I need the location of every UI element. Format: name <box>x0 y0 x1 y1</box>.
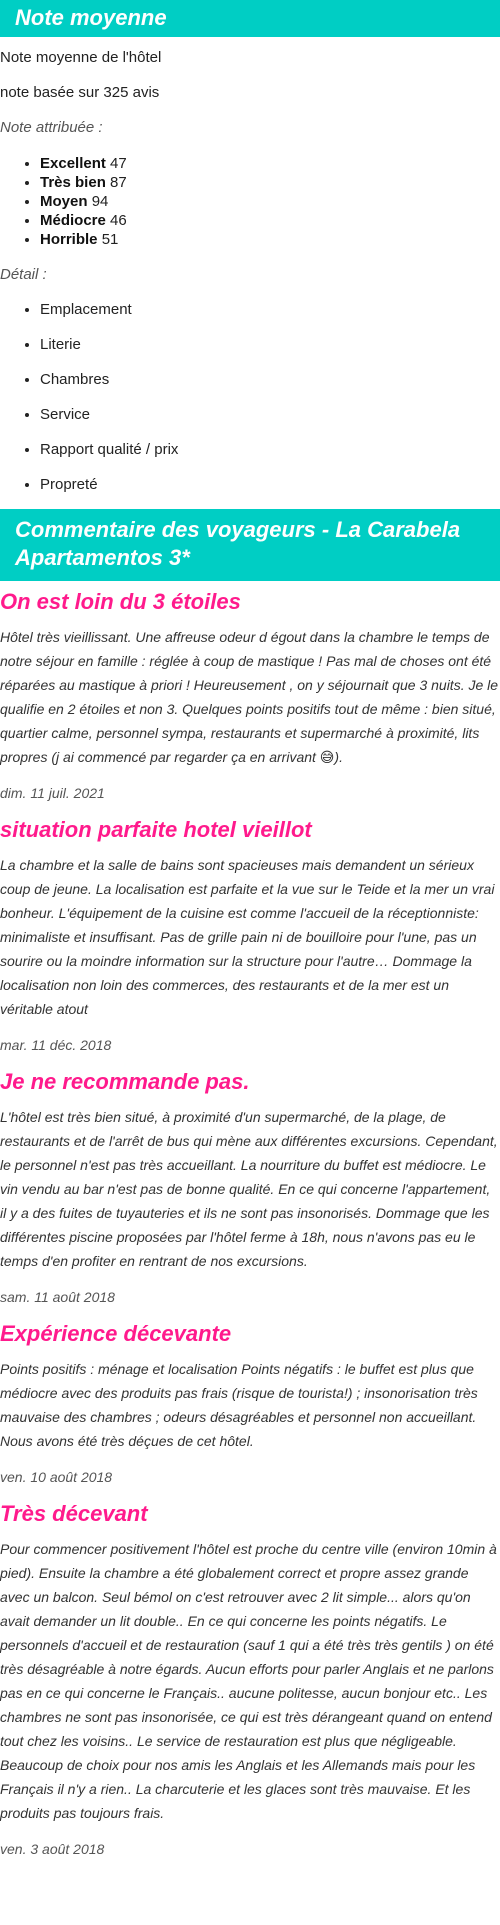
review-date: sam. 11 août 2018 <box>0 1289 115 1305</box>
review-body: L'hôtel est très bien situé, à proximité d'un supermarché, de la plage, de restaurants et de l'arrêt de bus qui mène aux différentes excursions. Cependant, le personnel n'est pas très accueillant. La nourriture du buffet est médiocre. Le vin vendu au bar n'est pas de bonne qualité. En ce qui concerne l'appartement, il y a des fuites de tuyauteries et ils ne sont pas insonorisés. Dommage que les différentes piscine proposées par l'hôtel ferme à 18h, nous n'avons pas eu le temps d'en profiter en rentrant de nos excursions. <box>0 1109 498 1269</box>
review-body: Points positifs : ménage et localisation Points négatifs : le buffet est plus que médiocre avec des produits pas frais (risque de tourista!) ; insonorisation très mauvaise des chambres ; odeurs désagréables et personnel non accueillant. Nous avons été très déçues de cet hôtel. <box>0 1361 478 1449</box>
hotel-average-label: Note moyenne de l'hôtel <box>0 49 162 66</box>
review-body: Hôtel très vieillissant. Une affreuse odeur d égout dans la chambre le temps de notre séjour en famille : réglée à coup de mastique ! Pas mal de choses ont été réparées au mastique à priori ! Heureusement , on y séjournait que 3 nuits. Je le qualifie en 2 étoiles et non 3. Quelques points positifs tout de même : bien situé, quartier calme, personnel sympa, restaurants et supermarché à proximité, lits propres (j ai commencé par regarder ça en arrivant 😅). <box>0 629 499 765</box>
rating-item-moyen: • Moyen 94 <box>40 192 500 211</box>
assigned-rating-label: Note attribuée : <box>0 119 103 136</box>
review-date: mar. 11 déc. 2018 <box>0 1037 112 1053</box>
based-on-reviews: note basée sur 325 avis <box>0 84 160 101</box>
ratings-list <box>0 154 500 249</box>
review-title: Je ne recommande pas. <box>0 1069 250 1094</box>
rating-item-horrible: • Horrible 51 <box>40 230 500 249</box>
detail-item: • Rapport qualité / prix <box>40 441 500 459</box>
review-date: ven. 10 août 2018 <box>0 1469 113 1485</box>
detail-item: • Service <box>40 406 500 424</box>
detail-label: Détail : <box>0 266 47 283</box>
rating-item-excellent: • Excellent 47 <box>40 154 500 173</box>
review <box>0 1501 500 1858</box>
review <box>0 817 500 1054</box>
details-list <box>0 301 500 494</box>
review-date: dim. 11 juil. 2021 <box>0 785 105 801</box>
rating-heading: Note moyenne <box>0 0 500 37</box>
review-body: Pour commencer positivement l'hôtel est proche du centre ville (environ 10min à pied). Ensuite la chambre a été globalement correct et propre assez grande avec un balcon. Seul bémol on c'est retrouver avec 2 lit simple... alors qu'on avait demander un lit double.. En ce qui concerne les points négatifs. Le personnels d'accueil et de restauration (sauf 1 qui a été très très gentils ) on été très désagréable à notre égards. Aucun efforts pour parler Anglais et ne parlons pas en ce qui concerne le Français.. aucune politesse, aucun bonjour etc.. Les chambres ne sont pas insonorisée, ce qui est très dérangeant quand on entend tout chez les voisins.. Le service de restauration est plus que négligeable. Beaucoup de choix pour nos amis les Anglais et les Allemands mais pour les Français il n'y a rien.. La charcuterie et les glaces sont très mauvaise. Et les produits pas toujours frais. <box>0 1541 497 1821</box>
review-title: situation parfaite hotel vieillot <box>0 817 312 842</box>
detail-item: • Chambres <box>40 371 500 389</box>
review-title: On est loin du 3 étoiles <box>0 589 241 614</box>
review <box>0 589 500 802</box>
reviews-heading: Commentaire des voyageurs - La Carabela Apartamentos 3* <box>0 509 500 581</box>
detail-item: • Propreté <box>40 476 500 494</box>
review-title: Expérience décevante <box>0 1321 232 1346</box>
review-title: Très décevant <box>0 1501 148 1526</box>
review-body: La chambre et la salle de bains sont spacieuses mais demandent un sérieux coup de jeune. La localisation est parfaite et la vue sur le Teide et la mer un vrai bonheur. L'équipement de la cuisine est comme l'accueil de la réceptionniste: minimaliste et insuffisant. Pas de grille pain ni de bouilloire pour l'une, pas un sourire ou la moindre information sur la structure pour l'autre… Dommage la localisation non loin des commerces, des restaurants et de la mer est un véritable atout <box>0 857 495 1017</box>
rating-item-tres-bien: • Très bien 87 <box>40 173 500 192</box>
review-date: ven. 3 août 2018 <box>0 1841 105 1857</box>
review <box>0 1321 500 1486</box>
detail-item: • Literie <box>40 336 500 354</box>
rating-item-mediocre: • Médiocre 46 <box>40 211 500 230</box>
review <box>0 1069 500 1306</box>
detail-item: • Emplacement <box>40 301 500 319</box>
